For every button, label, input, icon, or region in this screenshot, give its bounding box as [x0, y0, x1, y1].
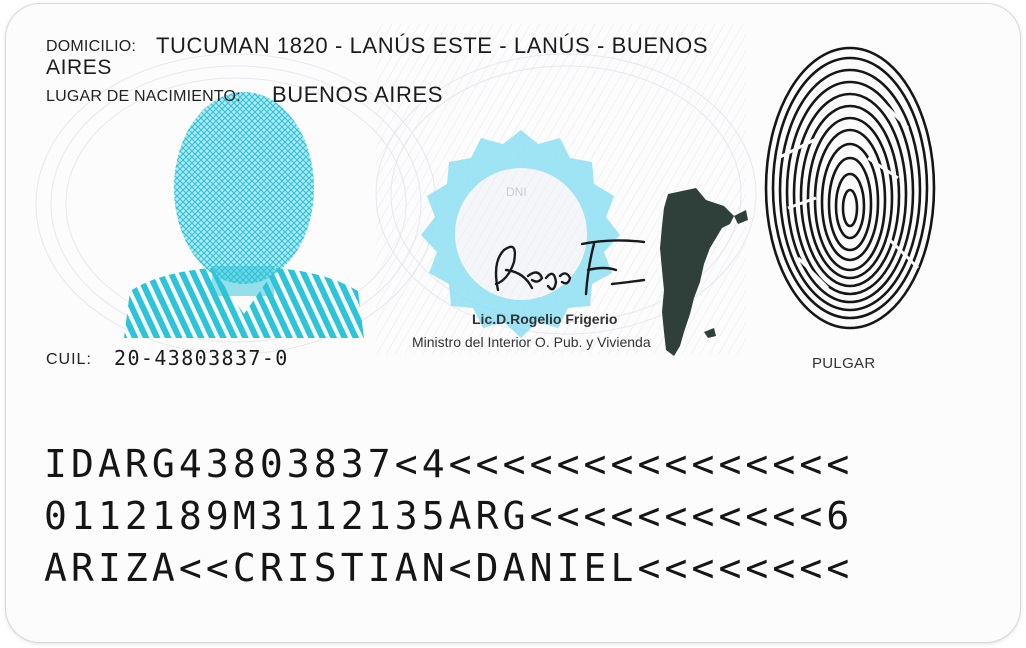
minister-signature: [484, 232, 654, 306]
mrz-line-1: IDARG43803837<4<<<<<<<<<<<<<<<: [44, 442, 854, 486]
mrz-line-3: ARIZA<<CRISTIAN<DANIEL<<<<<<<<: [44, 546, 854, 590]
lugar-nacimiento-label: LUGAR DE NACIMIENTO:: [46, 88, 241, 105]
domicilio-label: DOMICILIO:: [46, 38, 137, 55]
signer-name: Lic.D.Rogelio Frigerio: [472, 311, 618, 327]
fingerprint-label: PULGAR: [812, 355, 876, 372]
cuil-label: CUIL:: [46, 351, 92, 368]
lugar-nacimiento-value: BUENOS AIRES: [272, 82, 444, 107]
signer-title: Ministro del Interior O. Pub. y Vivienda: [412, 334, 651, 350]
domicilio-value-continued: AIRES: [46, 56, 113, 79]
seal-text: DNI: [506, 185, 527, 199]
argentina-map-icon: [654, 186, 750, 358]
thumbprint-image: [758, 38, 944, 338]
cuil-value: 20-43803837-0: [114, 346, 289, 370]
mrz-line-2: 0112189M3112135ARG<<<<<<<<<<<6: [44, 494, 854, 538]
holder-photo-ghost-image: [120, 76, 366, 338]
id-card-back: [6, 4, 1020, 642]
domicilio-value: TUCUMAN 1820 - LANÚS ESTE - LANÚS - BUENOS: [156, 33, 709, 58]
